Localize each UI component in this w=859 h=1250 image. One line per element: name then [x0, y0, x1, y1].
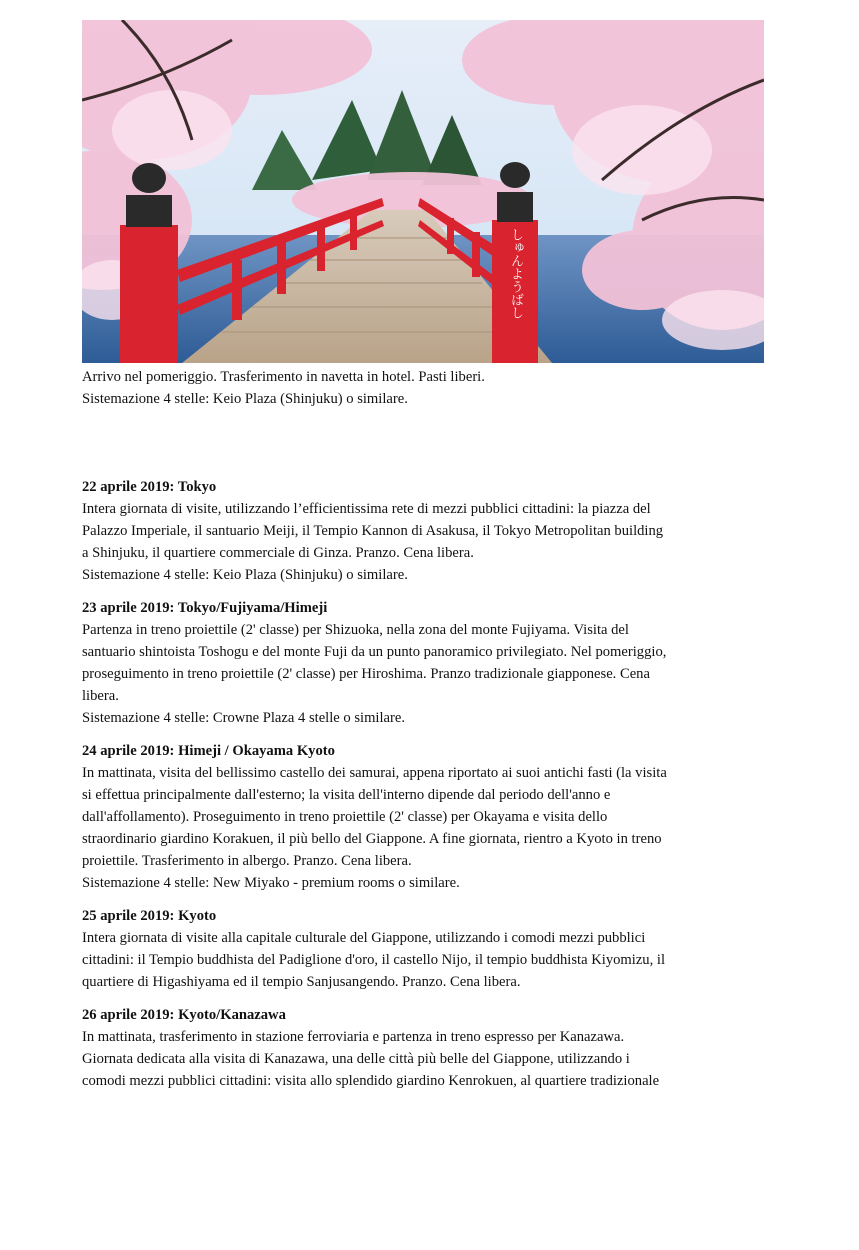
day-title: 25 aprile 2019: Kyoto [82, 908, 217, 924]
day-line: si effettua principalmente dall'esterno; la visita dell'interno dipende dal periodo dell'anno e [82, 787, 611, 803]
day-line: Sistemazione 4 stelle: New Miyako - premium rooms o similare. [82, 875, 460, 891]
day-line: quartiere di Higashiyama ed il tempio Sanjusangendo. Pranzo. Cena libera. [82, 974, 521, 990]
day-24 [82, 740, 782, 894]
intro-line: Arrivo nel pomeriggio. Trasferimento in navetta in hotel. Pasti liberi. [82, 369, 485, 385]
day-line: In mattinata, visita del bellissimo castello dei samurai, appena riportato ai suoi antichi fasti (la visita [82, 765, 667, 781]
day-line: Partenza in treno proiettile (2' classe) per Shizuoka, nella zona del monte Fujiyama. Visita del [82, 622, 629, 638]
day-line: Intera giornata di visite alla capitale culturale del Giappone, utilizzando i comodi mezzi pubblici [82, 930, 646, 946]
day-22 [82, 476, 782, 586]
day-line: comodi mezzi pubblici cittadini: visita allo splendido giardino Kenrokuen, al quartiere tradizionale [82, 1073, 660, 1089]
arrival-paragraph [82, 366, 782, 410]
day-line: libera. [82, 688, 119, 704]
day-line: Sistemazione 4 stelle: Keio Plaza (Shinjuku) o similare. [82, 567, 408, 583]
day-line: Sistemazione 4 stelle: Crowne Plaza 4 stelle o similare. [82, 710, 406, 726]
day-line: straordinario giardino Korakuen, il più bello del Giappone. A fine giornata, rientro a Kyoto in treno [82, 831, 662, 847]
itinerary [82, 476, 782, 1103]
day-line: dall'affollamento). Proseguimento in treno proiettile (2' classe) per Okayama e visita dello [82, 809, 608, 825]
day-title: 26 aprile 2019: Kyoto/Kanazawa [82, 1007, 286, 1023]
day-line: a Shinjuku, il quartiere commerciale di Ginza. Pranzo. Cena libera. [82, 545, 474, 561]
day-line: Giornata dedicata alla visita di Kanazawa, una delle città più belle del Giappone, utilizzando i [82, 1051, 630, 1067]
day-line: Intera giornata di visite, utilizzando l’efficientissima rete di mezzi pubblici cittadini: la piazza del [82, 501, 651, 517]
day-line: cittadini: il Tempio buddhista del Padiglione d'oro, il castello Nijo, il tempio buddhista Kiyomizu, il [82, 952, 665, 968]
hero-photo [82, 20, 764, 363]
day-title: 23 aprile 2019: Tokyo/Fujiyama/Himeji [82, 600, 328, 616]
photo-cherry-blossom-bridge-icon [82, 20, 764, 363]
day-line: Palazzo Imperiale, il santuario Meiji, il Tempio Kannon di Asakusa, il Tokyo Metropolitan building [82, 523, 664, 539]
day-line: proseguimento in treno proiettile (2' classe) per Hiroshima. Pranzo tradizionale giapponese. Cena [82, 666, 650, 682]
bridge-sign: しゅんようばし [508, 228, 523, 319]
day-25 [82, 905, 782, 993]
day-line: proiettile. Trasferimento in albergo. Pranzo. Cena libera. [82, 853, 412, 869]
day-title: 24 aprile 2019: Himeji / Okayama Kyoto [82, 743, 335, 759]
day-23 [82, 597, 782, 729]
day-line: santuario shintoista Toshogu e del monte Fuji da un punto panoramico privilegiato. Nel pomeriggio, [82, 644, 667, 660]
day-26 [82, 1004, 782, 1092]
day-line: In mattinata, trasferimento in stazione ferroviaria e partenza in treno espresso per Kanazawa. [82, 1029, 625, 1045]
day-title: 22 aprile 2019: Tokyo [82, 479, 217, 495]
intro-accommodation: Sistemazione 4 stelle: Keio Plaza (Shinjuku) o similare. [82, 391, 408, 407]
